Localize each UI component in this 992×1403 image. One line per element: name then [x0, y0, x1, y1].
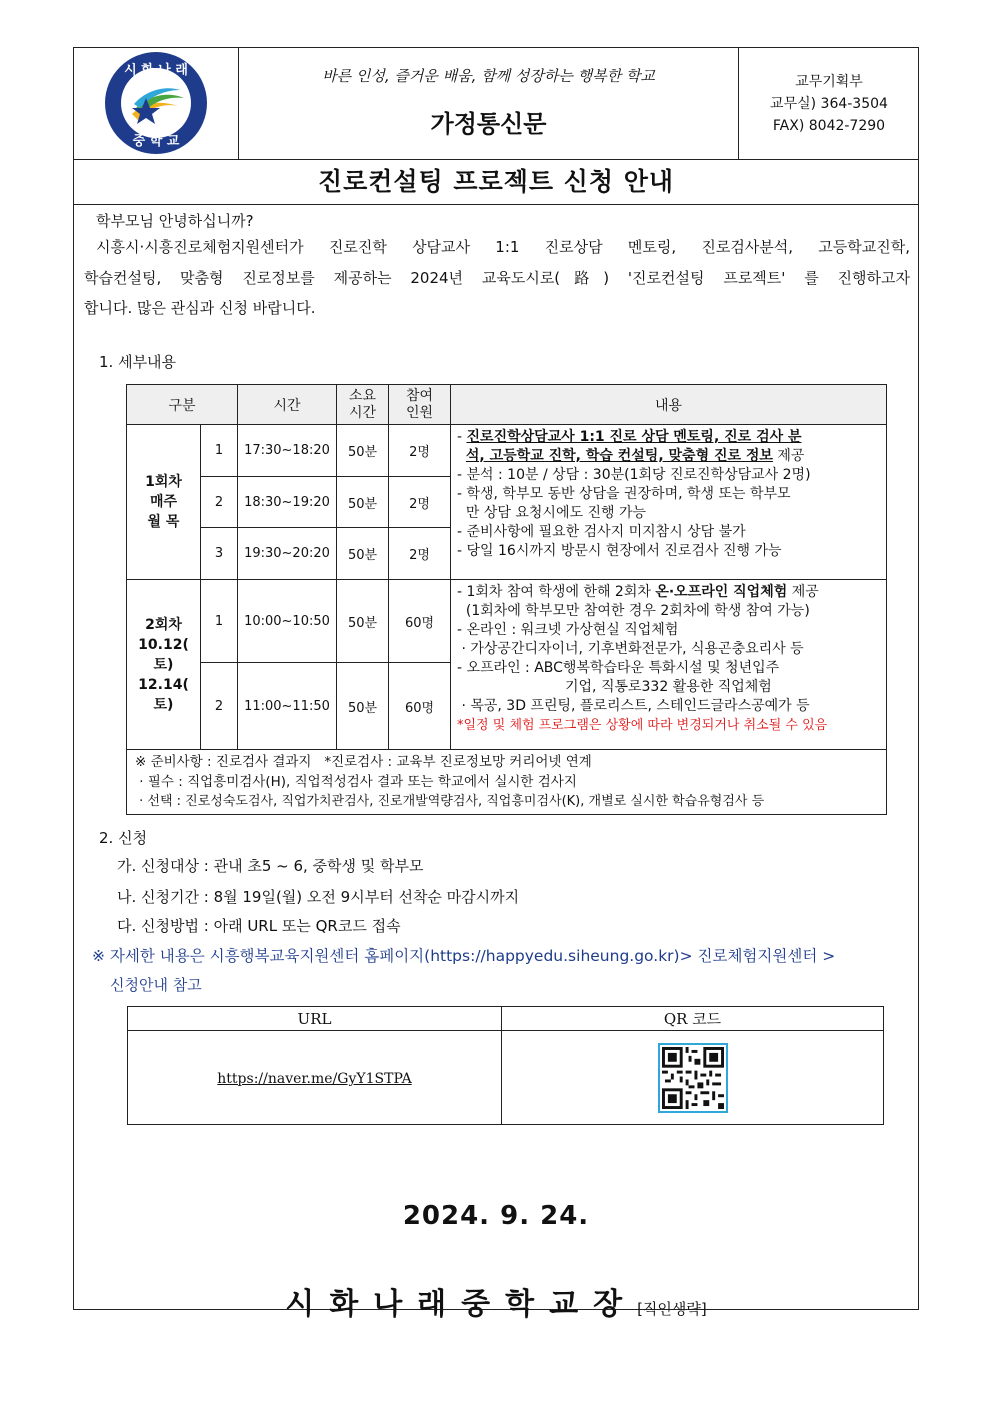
program-table	[126, 384, 887, 815]
issue-date: 2024. 9. 24.	[402, 1201, 590, 1231]
round2-no: 2	[201, 663, 238, 750]
intro-line-2: 학습컨설팅, 맞춤형 진로정보를 제공하는 2024년 교육도시로(路) '진로컨설팅 프로젝트' 를 진행하고자	[84, 269, 910, 287]
svg-text:중 학 교: 중 학 교	[132, 134, 180, 149]
section2-heading: 2. 신청	[99, 829, 148, 847]
header	[74, 48, 918, 160]
round1-people: 2명	[389, 477, 451, 528]
header-duration: 소요 시간	[337, 385, 389, 425]
round2-highlight: 온·오프라인 직업체험	[655, 584, 788, 600]
round2-people: 60명	[389, 663, 451, 750]
round1-duration: 50분	[337, 425, 389, 477]
table-row	[127, 425, 887, 477]
round1-no: 2	[201, 477, 238, 528]
intro-line-1: 시흥시·시흥진로체험지원센터가 진로진학 상담교사 1:1 진로상담 멘토링, 진로검사분석, 고등학교진학,	[96, 238, 910, 256]
school-motto: 바른 인성, 즐거운 배움, 함께 성장하는 행복한 학교	[322, 67, 655, 85]
round2-label: 2회차 10.12( 토) 12.14( 토)	[127, 580, 201, 750]
round1-no: 3	[201, 528, 238, 580]
round1-highlight-1: 진로진학상담교사 1:1 진로 상담 멘토링, 진로 검사 분	[466, 429, 802, 445]
apply-url-link[interactable]: https://naver.me/GyY1STPA	[217, 1071, 412, 1087]
link-row	[128, 1031, 884, 1125]
round1-people: 2명	[389, 425, 451, 477]
qr-cell	[502, 1031, 884, 1125]
round1-content: - 진로진학상담교사 1:1 진로 상담 멘토링, 진로 검사 분 석, 고등학교 진학, 학습 컨설팅, 맞춤형 진로 정보 제공 - 분석 : 10분 / 상담 : 30분(1회당 진로진학상담교사 2명) - 학생, 학부모 동반 상담을 권장하며, 학생 또는 학부모 만 상담 요청시에도 진행 가능 - 준비사항에 필요한 검사지 미지참시 상담 불가 - 당일 16시까지 방문시 현장에서 진로검사 진행 가능	[451, 425, 887, 580]
detail-note-2: 신청안내 참고	[110, 976, 202, 994]
round1-people: 2명	[389, 528, 451, 580]
seal-omitted-note: [직인생략]	[637, 1300, 707, 1318]
round1-time: 19:30~20:20	[238, 528, 337, 580]
department: 교무기획부	[795, 74, 863, 90]
notes-row	[127, 750, 887, 815]
round2-time: 10:00~10:50	[238, 580, 337, 663]
round1-duration: 50분	[337, 477, 389, 528]
qr-header: QR 코드	[502, 1007, 884, 1031]
notice-title: 진로컨설팅 프로젝트 신청 안내	[74, 159, 918, 205]
round2-time: 11:00~11:50	[238, 663, 337, 750]
section1-heading: 1. 세부내용	[99, 353, 177, 371]
header-time: 시간	[238, 385, 337, 425]
round1-highlight-2: 석, 고등학교 진학, 학습 컨설팅, 맞춤형 진로 정보	[465, 448, 773, 464]
apply-method: 다. 신청방법 : 아래 URL 또는 QR코드 접속	[117, 917, 401, 935]
table-row	[127, 580, 887, 663]
qr-code-icon[interactable]	[658, 1043, 728, 1113]
round1-label: 1회차 매주 월 목	[127, 425, 201, 580]
school-logo	[74, 48, 238, 159]
round2-duration: 50분	[337, 663, 389, 750]
logo-cell	[74, 48, 239, 159]
header-people: 참여 인원	[389, 385, 451, 425]
header-content: 내용	[451, 385, 887, 425]
table-header-row	[127, 385, 887, 425]
url-header: URL	[128, 1007, 502, 1031]
round2-no: 1	[201, 580, 238, 663]
url-cell	[128, 1031, 502, 1125]
round1-no: 1	[201, 425, 238, 477]
round1-time: 17:30~18:20	[238, 425, 337, 477]
round1-time: 18:30~19:20	[238, 477, 337, 528]
round1-duration: 50분	[337, 528, 389, 580]
signature-line	[74, 1279, 918, 1323]
preparation-notes: ※ 준비사항 : 진로검사 결과지 *진로검사 : 교육부 진로정보망 커리어넷 연계 · 필수 : 직업흥미검사(H), 직업적성검사 결과 또는 학교에서 실시한 검사지 · 선택 : 진로성숙도검사, 직업가치관검사, 진로개발역량검사, 직업흥미검사(K), 개별로 실시한 학습유형검사 등	[127, 750, 887, 815]
apply-target: 가. 신청대상 : 관내 초5 ~ 6, 중학생 및 학부모	[117, 857, 424, 875]
fax-number: FAX) 8042-7290	[772, 118, 886, 134]
intro-line-3: 합니다. 많은 관심과 신청 바랍니다.	[84, 299, 316, 317]
svg-text:시 화 나 래: 시 화 나 래	[124, 63, 188, 78]
change-warning: *일정 및 체험 프로그램은 상황에 따라 변경되거나 취소될 수 있음	[457, 718, 828, 733]
link-header-row	[128, 1007, 884, 1031]
round2-people: 60명	[389, 580, 451, 663]
contact-cell	[738, 48, 919, 159]
header-kind: 구분	[127, 385, 238, 425]
principal-name: 시화나래중학교장	[285, 1287, 638, 1322]
apply-link-table	[127, 1006, 884, 1125]
notice-page	[73, 47, 919, 1322]
detail-note: ※ 자세한 내용은 시흥행복교육지원센터 홈페이지(https://happyedu.siheung.go.kr)> 진로체험지원센터 >	[92, 947, 836, 965]
document-type: 가정통신문	[430, 110, 547, 138]
apply-period: 나. 신청기간 : 8월 19일(월) 오전 9시부터 선착순 마감시까지	[117, 888, 520, 906]
greeting: 학부모님 안녕하십니까?	[96, 212, 254, 230]
round2-content: - 1회차 참여 학생에 한해 2회차 온·오프라인 직업체험 제공 (1회차에 학부모만 참여한 경우 2회차에 학생 참여 가능) - 온라인 : 워크넷 가상현실 직업체험 · 가상공간디자이너, 기후변화전문가, 식용곤충요리사 등 - 오프라인 : ABC행복학습타운 특화시설 및 청년입주 기업, 직통로332 활용한 직업체험 · 목공, 3D 프린팅, 플로리스트, 스테인드글라스공예가 등 *일정 및 체험 프로그램은 상황에 따라 변경되거나 취소될 수 있음	[451, 580, 887, 750]
office-phone: 교무실) 364-3504	[770, 96, 888, 112]
round2-duration: 50분	[337, 580, 389, 663]
